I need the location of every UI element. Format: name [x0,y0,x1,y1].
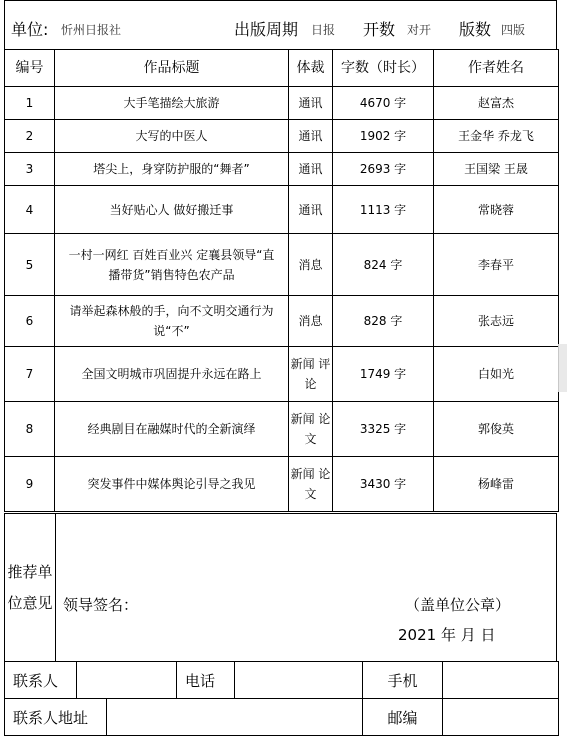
work-genre: 消息 [289,234,333,296]
mobile-label: 手机 [363,662,443,699]
row-number: 1 [5,87,55,120]
work-title: 经典剧目在融媒时代的全新演绎 [55,402,289,457]
cycle-label: 出版周期 [234,20,299,39]
works-table [4,49,559,512]
date-label: 2021 年 月 日 [398,626,496,644]
row-number: 9 [5,457,55,512]
unit-value: 忻州日报社 [61,23,122,37]
form-header [4,0,557,49]
postcode-label: 邮编 [363,699,443,736]
pages-value: 四版 [501,23,526,37]
contact-row-1 [4,661,559,699]
work-length: 1902 字 [333,120,434,153]
table-row [5,234,559,296]
work-title: 请举起森林般的手，向不文明交通行为说“不” [55,296,289,347]
work-genre: 通讯 [289,153,333,186]
phone-field[interactable] [235,662,363,699]
table-row [5,402,559,457]
work-title: 大写的中医人 [55,120,289,153]
table-row [5,120,559,153]
table-row [5,347,559,402]
work-genre: 通讯 [289,120,333,153]
row-number: 2 [5,120,55,153]
address-label: 联系人地址 [5,699,107,736]
column-header: 体裁 [289,50,333,87]
address-field[interactable] [107,699,363,736]
table-row [5,457,559,512]
table-row [5,153,559,186]
phone-label: 电话 [177,662,235,699]
recommendation-section [4,513,557,662]
table-header-row [5,50,559,87]
row-number: 3 [5,153,55,186]
work-length: 3325 字 [333,402,434,457]
unit-label: 单位: [11,20,49,39]
work-length: 824 字 [333,234,434,296]
postcode-field[interactable] [443,699,559,736]
work-length: 4670 字 [333,87,434,120]
scrollbar-handle[interactable] [558,344,567,392]
work-author: 杨峰雷 [434,457,559,512]
work-author: 李春平 [434,234,559,296]
work-title: 大手笔描绘大旅游 [55,87,289,120]
work-genre: 消息 [289,296,333,347]
work-author: 王国梁 王晟 [434,153,559,186]
work-title: 突发事件中媒体舆论引导之我见 [55,457,289,512]
work-genre: 新闻 论文 [289,402,333,457]
column-header: 作者姓名 [434,50,559,87]
pages-label: 版数 [459,20,492,39]
work-length: 1113 字 [333,186,434,234]
work-length: 828 字 [333,296,434,347]
work-title: 一村一网红 百姓百业兴 定襄县领导“直播带货”销售特色农产品 [55,234,289,296]
work-genre: 通讯 [289,186,333,234]
row-number: 4 [5,186,55,234]
seal-label: （盖单位公章） [405,596,511,614]
work-length: 3430 字 [333,457,434,512]
column-header: 编号 [5,50,55,87]
column-header: 字数（时长） [333,50,434,87]
work-genre: 通讯 [289,87,333,120]
work-genre: 新闻 论文 [289,457,333,512]
contact-person-field[interactable] [77,662,177,699]
work-title: 当好贴心人 做好搬迁事 [55,186,289,234]
work-author: 张志远 [434,296,559,347]
format-label: 开数 [363,20,396,39]
work-author: 王金华 乔龙飞 [434,120,559,153]
row-number: 8 [5,402,55,457]
leader-signature-label: 领导签名： [63,596,139,614]
work-author: 郭俊英 [434,402,559,457]
work-title: 塔尖上，身穿防护服的“舞者” [55,153,289,186]
submission-form [4,0,557,741]
work-author: 白如光 [434,347,559,402]
work-length: 1749 字 [333,347,434,402]
work-title: 全国文明城市巩固提升永远在路上 [55,347,289,402]
row-number: 6 [5,296,55,347]
row-number: 5 [5,234,55,296]
work-length: 2693 字 [333,153,434,186]
contact-person-label: 联系人 [5,662,77,699]
work-author: 赵富杰 [434,87,559,120]
work-author: 常晓蓉 [434,186,559,234]
table-row [5,186,559,234]
work-genre: 新闻 评论 [289,347,333,402]
mobile-field[interactable] [443,662,559,699]
table-row [5,87,559,120]
column-header: 作品标题 [55,50,289,87]
table-row [5,296,559,347]
recommendation-label: 推荐单位意见 [5,514,56,661]
cycle-value: 日报 [311,23,336,37]
contact-row-2 [4,698,559,736]
row-number: 7 [5,347,55,402]
format-value: 对开 [407,23,432,37]
